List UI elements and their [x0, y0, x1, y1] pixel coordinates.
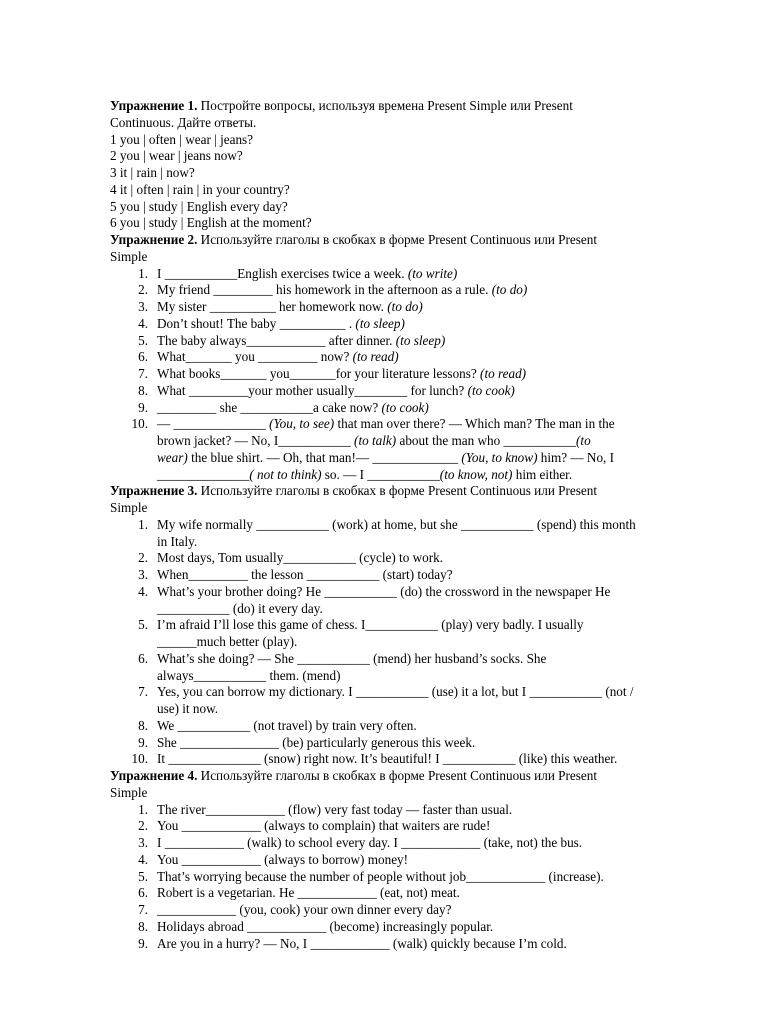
item-line	[157, 735, 710, 752]
item-text: I’m afraid I’ll lose this game of chess. I___________ (play) very badly. I usually	[157, 617, 584, 633]
ex3-item	[110, 651, 710, 685]
ex4-item	[110, 869, 710, 886]
exercise-4	[110, 768, 710, 952]
item-text: What_______ you _________ now?	[157, 349, 353, 365]
ex2-item	[110, 383, 710, 400]
exercise-1-instruction-text: Постройте вопросы, используя времена Present Simple или Present	[197, 98, 573, 113]
item-text: _________ she ___________a cake now?	[157, 399, 382, 415]
exercise-1-item: 4 it | often | rain | in your country?	[110, 181, 290, 197]
exercise-1-item: 6 you | study | English at the moment?	[110, 215, 312, 231]
exercise-2-list	[110, 266, 710, 484]
exercise-3-instruction-text: Используйте глаголы в скобках в форме Present Continuous или Present	[197, 483, 597, 499]
exercise-1	[110, 98, 710, 232]
ex4-item	[110, 936, 710, 953]
item-number: 5.	[138, 332, 148, 348]
ex2-item	[110, 349, 710, 366]
ex2-item	[110, 416, 710, 483]
item-number: 7.	[138, 366, 148, 381]
item-text: in Italy.	[157, 533, 198, 549]
item-text: him? — No, I	[537, 449, 615, 465]
ex2-item	[110, 299, 710, 316]
item-number: 3.	[138, 299, 148, 314]
item-text: ______________	[157, 466, 250, 482]
item-number: 10.	[131, 416, 148, 432]
item-number: 8.	[138, 717, 148, 733]
exercise-1-instruction-cont: Continuous. Дайте ответы.	[110, 114, 257, 130]
ex3-item	[110, 584, 710, 618]
exercise-2-instruction-cont: Simple	[110, 248, 148, 264]
item-text: so. — I ___________	[321, 466, 440, 482]
exercise-2-instruction	[110, 232, 710, 249]
verb-hint: ( not to think)	[249, 466, 322, 482]
exercise-1-item: 2 you | wear | jeans now?	[110, 148, 243, 164]
ex2-item	[110, 282, 710, 299]
item-text: that man over there? — Which man? The man in the	[334, 416, 615, 432]
item-text: I ____________ (walk) to school every day. I ____________ (take, not) the bus.	[157, 835, 583, 850]
exercise-3-list	[110, 517, 710, 768]
verb-hint: (to sleep)	[395, 332, 446, 348]
item-number: 4.	[138, 851, 148, 867]
exercise-3-instruction	[110, 483, 710, 500]
verb-hint: (to cook)	[381, 399, 429, 415]
ex4-item	[110, 802, 710, 819]
ex4-item	[110, 818, 710, 835]
item-line	[157, 919, 710, 936]
ex3-item	[110, 751, 710, 768]
verb-hint: wear)	[157, 449, 188, 465]
item-text: ___________ (do) it every day.	[157, 600, 323, 616]
verb-hint: (to do)	[491, 282, 528, 298]
exercise-4-instruction-cont: Simple	[110, 784, 148, 800]
ex3-item	[110, 517, 710, 551]
item-line	[157, 936, 710, 953]
item-text: Are you in a hurry? — No, I ____________ (walk) quickly because I’m cold.	[157, 935, 567, 951]
item-number: 2.	[138, 282, 148, 298]
item-text: I ___________English exercises twice a week.	[157, 265, 408, 281]
item-number: 9.	[138, 734, 148, 750]
item-text: brown jacket? — No, I___________	[157, 433, 355, 448]
worksheet-content	[110, 98, 710, 952]
verb-hint: (to cook)	[467, 382, 515, 398]
verb-hint: (You, to know)	[461, 449, 538, 465]
item-text: The river____________ (flow) very fast today — faster than usual.	[157, 801, 513, 817]
ex3-item	[110, 550, 710, 567]
exercise-2-heading: Упражнение 2.	[110, 232, 198, 247]
item-text: always___________ them. (mend)	[157, 667, 341, 683]
item-line	[157, 902, 710, 919]
item-text: Holidays abroad ____________ (become) increasingly popular.	[157, 918, 494, 934]
item-number: 1.	[138, 516, 148, 532]
item-number: 6.	[138, 349, 148, 365]
exercise-1-instruction	[110, 98, 710, 115]
ex3-item	[110, 684, 710, 718]
item-number: 4.	[138, 315, 148, 331]
exercise-1-item: 3 it | rain | now?	[110, 165, 195, 180]
item-number: 5.	[138, 868, 148, 884]
verb-hint: (to	[576, 433, 591, 448]
verb-hint: (to talk)	[354, 433, 397, 448]
item-line	[157, 835, 710, 852]
item-line	[157, 651, 710, 668]
item-line	[157, 802, 710, 819]
ex2-item	[110, 366, 710, 383]
ex2-item	[110, 316, 710, 333]
item-text: ____________ (you, cook) your own dinner every day?	[157, 902, 452, 917]
item-number: 3.	[138, 567, 148, 582]
item-number: 7.	[138, 684, 148, 700]
item-text: My sister __________ her homework now.	[157, 299, 388, 314]
item-line	[157, 701, 710, 718]
item-number: 6.	[138, 885, 148, 901]
item-line	[157, 634, 710, 651]
exercise-4-instruction	[110, 768, 710, 785]
exercise-3	[110, 483, 710, 768]
item-text: That’s worrying because the number of people without job____________ (increase).	[157, 868, 604, 884]
item-line	[157, 416, 710, 433]
item-line	[157, 299, 710, 316]
item-number: 10.	[131, 751, 148, 767]
exercise-1-heading: Упражнение 1.	[110, 98, 198, 113]
item-line	[157, 400, 710, 417]
item-line	[157, 349, 710, 366]
item-line	[157, 567, 710, 584]
item-number: 2.	[138, 818, 148, 834]
item-text: Robert is a vegetarian. He ____________ (eat, not) meat.	[157, 885, 460, 901]
item-line	[157, 383, 710, 400]
exercise-2	[110, 232, 710, 483]
item-text: She _______________ (be) particularly generous this week.	[157, 734, 476, 750]
verb-hint: (to know, not)	[439, 466, 513, 482]
exercise-4-list	[110, 802, 710, 953]
verb-hint: (to sleep)	[355, 315, 405, 331]
ex4-item	[110, 835, 710, 852]
item-number: 6.	[138, 650, 148, 666]
item-number: 4.	[138, 583, 148, 599]
ex4-item	[110, 919, 710, 936]
item-line	[157, 333, 710, 350]
item-line	[157, 433, 710, 450]
ex3-item	[110, 735, 710, 752]
exercise-3-instruction-cont: Simple	[110, 500, 148, 515]
item-line	[157, 885, 710, 902]
item-number: 1.	[138, 265, 148, 281]
item-text: We ___________ (not travel) by train very often.	[157, 717, 417, 733]
item-text: The baby always____________ after dinner.	[157, 332, 396, 348]
item-line	[157, 450, 710, 467]
item-number: 7.	[138, 902, 148, 917]
item-text: My wife normally ___________ (work) at home, but she ___________ (spend) this month	[157, 516, 636, 532]
item-text: Most days, Tom usually___________ (cycle) to work.	[157, 550, 443, 566]
ex3-item	[110, 617, 710, 651]
item-line	[157, 266, 710, 283]
item-line	[157, 617, 710, 634]
item-text: When_________ the lesson ___________ (start) today?	[157, 567, 453, 582]
verb-hint: (to read)	[352, 349, 399, 365]
item-text: Yes, you can borrow my dictionary. I ___________ (use) it a lot, but I ___________ (not /	[157, 684, 634, 700]
item-text: ______much better (play).	[157, 634, 298, 649]
item-line	[157, 316, 710, 333]
item-line	[157, 668, 710, 685]
item-text: use) it now.	[157, 701, 219, 716]
exercise-1-item: 5 you | study | English every day?	[110, 198, 288, 214]
verb-hint: (to write)	[407, 265, 458, 281]
item-text: — ______________	[157, 416, 270, 432]
item-number: 9.	[138, 399, 148, 415]
ex4-item	[110, 902, 710, 919]
ex3-item	[110, 718, 710, 735]
verb-hint: (You, to see)	[269, 416, 335, 432]
item-line	[157, 584, 710, 601]
item-line	[157, 282, 710, 299]
item-number: 8.	[138, 382, 148, 398]
item-line	[157, 550, 710, 567]
item-line	[157, 684, 710, 701]
item-line	[157, 366, 710, 383]
item-number: 5.	[138, 617, 148, 633]
item-number: 3.	[138, 835, 148, 850]
item-line	[157, 869, 710, 886]
ex3-item	[110, 567, 710, 584]
item-line	[157, 601, 710, 618]
item-text: Don’t shout! The baby __________ .	[157, 315, 356, 331]
item-line	[157, 751, 710, 768]
item-text: What books_______ you_______for your literature lessons?	[157, 366, 481, 381]
item-text: You ____________ (always to borrow) money!	[157, 851, 409, 867]
item-text: What _________your mother usually________ for lunch?	[157, 382, 468, 398]
exercise-1-item: 1 you | often | wear | jeans?	[110, 131, 254, 147]
item-line	[157, 718, 710, 735]
item-text: him either.	[512, 466, 573, 482]
item-text: You ____________ (always to complain) that waiters are rude!	[157, 818, 491, 834]
item-number: 1.	[138, 801, 148, 817]
ex4-item	[110, 885, 710, 902]
item-text: the blue shirt. — Oh, that man!— _____________	[187, 449, 462, 465]
item-line	[157, 467, 710, 484]
item-line	[157, 517, 710, 534]
ex2-item	[110, 400, 710, 417]
exercise-4-heading: Упражнение 4.	[110, 768, 198, 783]
item-line	[157, 818, 710, 835]
exercise-2-instruction-text: Используйте глаголы в скобках в форме Present Continuous или Present	[197, 232, 597, 247]
item-text: What’s your brother doing? He ___________ (do) the crossword in the newspaper He	[157, 583, 611, 599]
item-text: What’s she doing? — She ___________ (mend) her husband’s socks. She	[157, 650, 547, 666]
ex4-item	[110, 852, 710, 869]
item-number: 9.	[138, 935, 148, 951]
exercise-4-instruction-text: Используйте глаголы в скобках в форме Present Continuous или Present	[197, 768, 597, 783]
item-number: 8.	[138, 918, 148, 934]
item-line	[157, 852, 710, 869]
item-text: It ______________ (snow) right now. It’s beautiful! I ___________ (like) this weather.	[157, 751, 618, 767]
exercise-3-heading: Упражнение 3.	[110, 483, 198, 499]
item-line	[157, 534, 710, 551]
item-number: 2.	[138, 550, 148, 566]
ex2-item	[110, 266, 710, 283]
item-text: My friend _________ his homework in the afternoon as a rule.	[157, 282, 492, 298]
verb-hint: (to read)	[480, 366, 527, 381]
verb-hint: (to do)	[387, 299, 423, 314]
ex2-item	[110, 333, 710, 350]
item-text: about the man who ___________	[396, 433, 577, 448]
